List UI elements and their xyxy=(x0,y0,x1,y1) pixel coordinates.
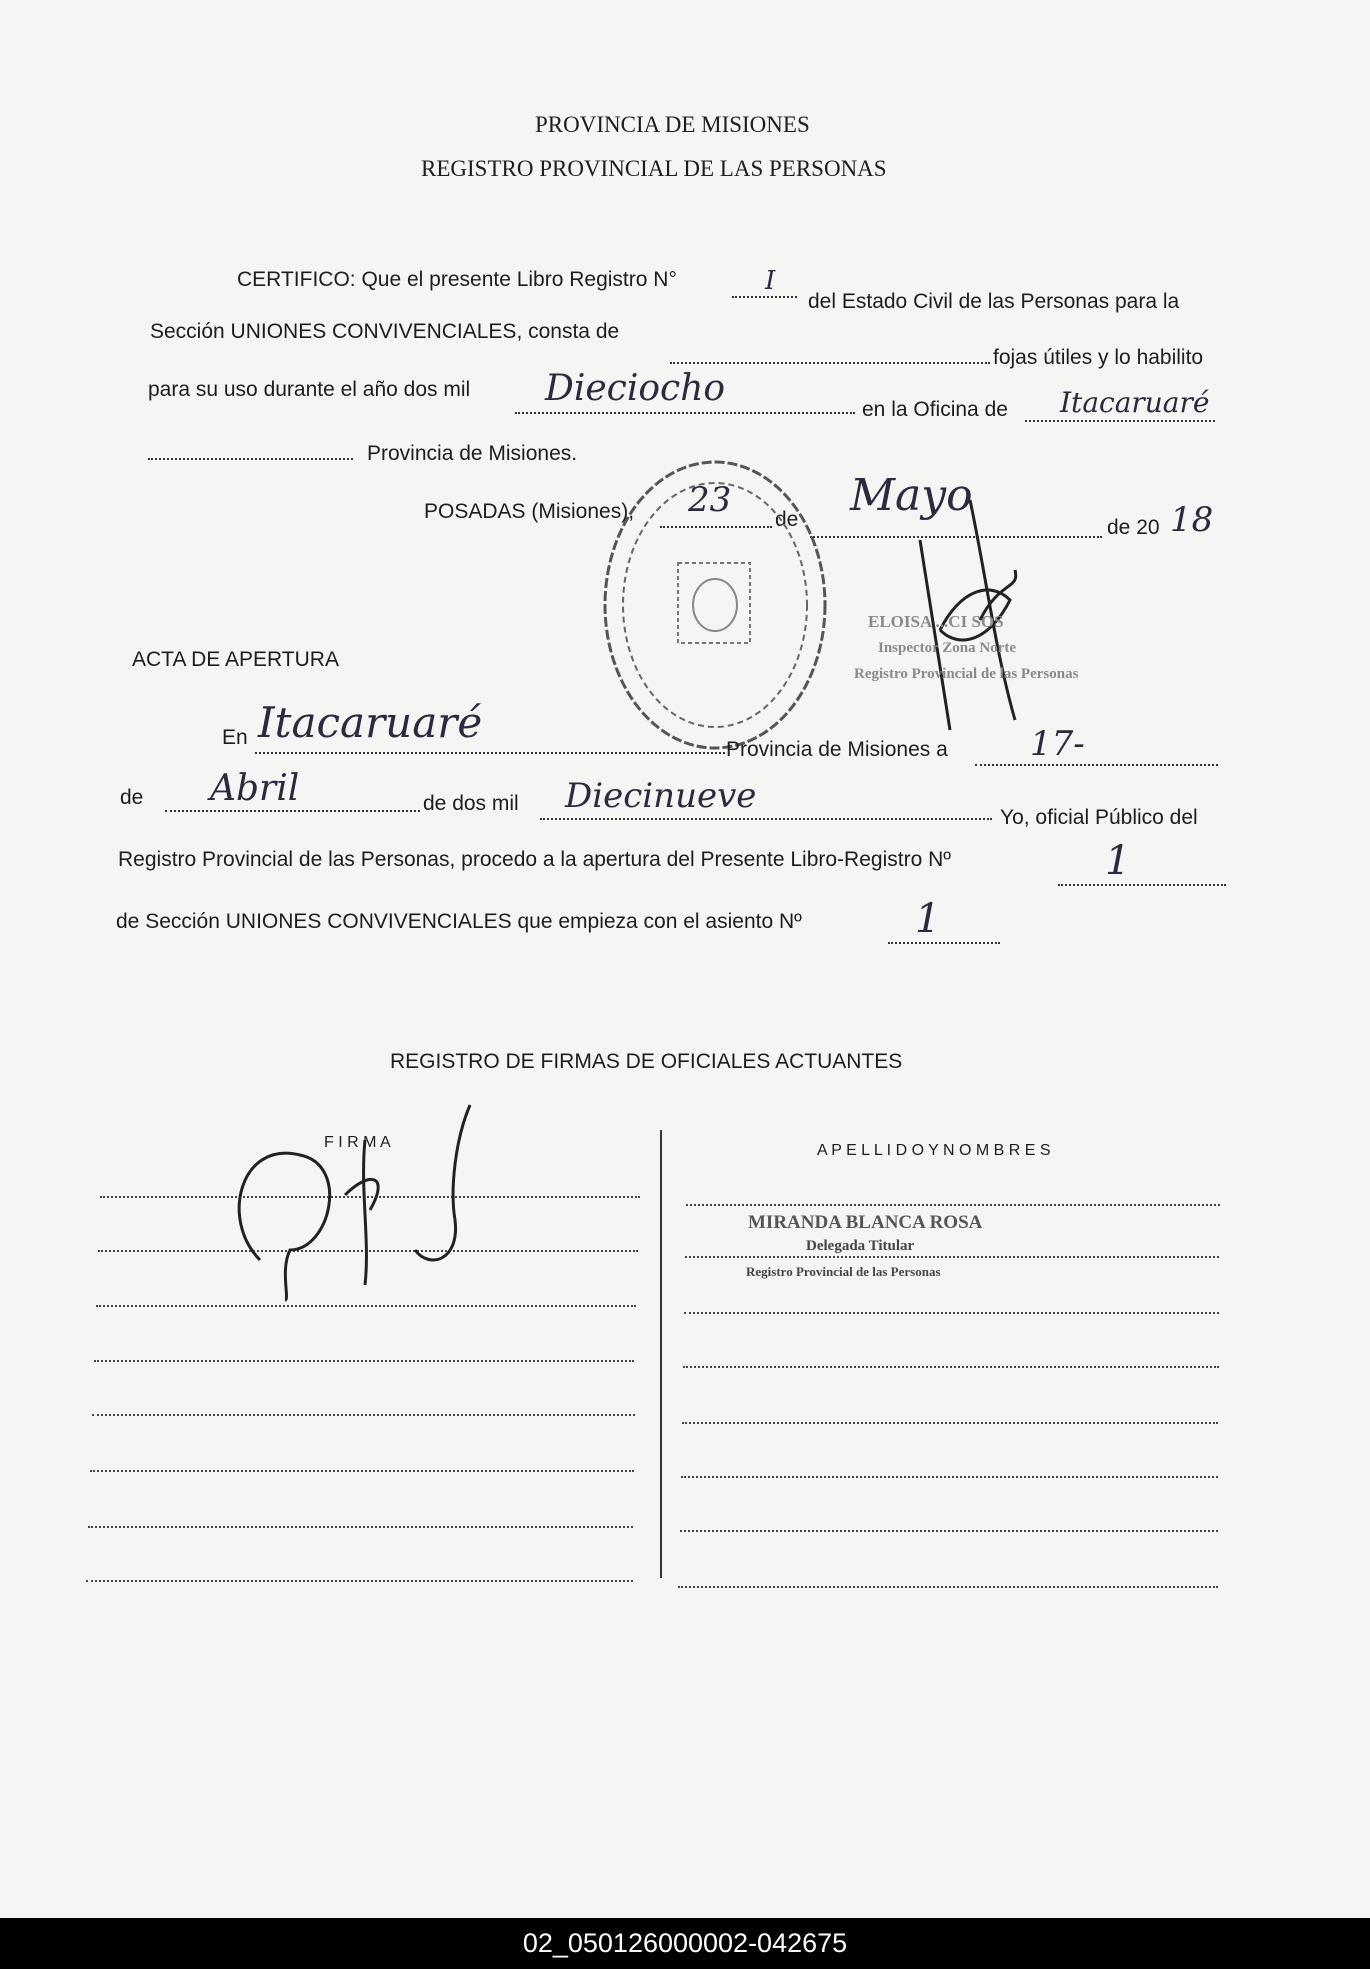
nombre-row xyxy=(685,1256,1219,1258)
cert-hw-year2: 18 xyxy=(1170,500,1214,540)
acta-hw-day: 17- xyxy=(1030,724,1085,764)
footer-code: 02_050126000002-042675 xyxy=(0,1918,1370,1969)
acta-line4: de Sección UNIONES CONVIVENCIALES que empieza con el asiento Nº xyxy=(116,910,802,933)
cert-text-5c: de 20 xyxy=(1107,516,1160,539)
cert-text-2b: fojas útiles y lo habilito xyxy=(993,346,1204,369)
acta-hw-month: Abril xyxy=(210,768,300,809)
firma-row xyxy=(90,1470,634,1472)
acta-prov: Provincia de Misiones a xyxy=(726,738,948,761)
cert-text-4: Provincia de Misiones. xyxy=(367,442,578,465)
cert-dots xyxy=(515,412,855,414)
cert-hw-year: Dieciocho xyxy=(545,368,726,409)
stamp-delegada-name: MIRANDA BLANCA ROSA xyxy=(748,1212,983,1233)
round-seal xyxy=(598,455,833,755)
acta-dots xyxy=(1058,884,1226,886)
firma-row xyxy=(86,1580,633,1582)
cert-hw-month: Mayo xyxy=(850,470,973,521)
acta-dots xyxy=(975,764,1218,766)
cert-text-5: POSADAS (Misiones), xyxy=(424,500,635,523)
stamp-inspector-role: Inspector Zona Norte xyxy=(878,640,1017,656)
acta-hw-libro: 1 xyxy=(1105,838,1131,884)
acta-line3: Registro Provincial de las Personas, procedo a la apertura del Presente Libro-Registro Nº xyxy=(118,848,951,871)
stamp-inspector-org: Registro Provincial de las Personas xyxy=(854,666,1079,682)
acta-hw-place: Itacaruaré xyxy=(258,698,483,747)
nombre-row xyxy=(686,1204,1220,1206)
col-header-nombres: A P E L L I D O Y N O M B R E S xyxy=(817,1142,1051,1159)
acta-hw-year: Diecinueve xyxy=(565,776,757,816)
signature-official-1 xyxy=(900,480,1030,740)
acta-dots xyxy=(255,752,725,754)
acta-title: ACTA DE APERTURA xyxy=(132,648,339,671)
header-line1: PROVINCIA DE MISIONES xyxy=(535,112,810,137)
nombre-row xyxy=(681,1476,1218,1478)
cert-text-3b: en la Oficina de xyxy=(862,398,1008,421)
stamp-delegada-role: Delegada Titular xyxy=(806,1238,915,1254)
stamp-delegada-org: Registro Provincial de las Personas xyxy=(746,1264,941,1279)
acta-oficial: Yo, oficial Público del xyxy=(1000,806,1198,829)
nombre-row xyxy=(684,1312,1219,1314)
firma-row xyxy=(88,1526,633,1528)
acta-dots xyxy=(165,810,420,812)
cert-dots xyxy=(732,296,797,298)
nombre-row xyxy=(683,1366,1219,1368)
signature-firma xyxy=(220,1100,480,1310)
acta-hw-asiento: 1 xyxy=(915,896,941,942)
column-divider xyxy=(660,1130,662,1578)
cert-dots xyxy=(1025,420,1215,422)
cert-hw-libro: I xyxy=(765,266,776,296)
cert-dots xyxy=(670,362,990,364)
stamp-inspector-name: ELOISA ...CI SOS xyxy=(868,612,1004,631)
cert-hw-office: Itacaruaré xyxy=(1060,386,1210,419)
nombre-row xyxy=(678,1586,1218,1588)
cert-text-3: para su uso durante el año dos mil xyxy=(148,378,471,401)
acta-dots xyxy=(888,942,1000,944)
cert-text-1b: del Estado Civil de las Personas para la xyxy=(808,290,1180,313)
firma-row xyxy=(94,1360,634,1362)
cert-text-5b: de xyxy=(775,508,799,531)
nombre-row xyxy=(680,1530,1218,1532)
acta-dosmil: de dos mil xyxy=(423,792,519,815)
cert-text-2: Sección UNIONES CONVIVENCIALES, consta de xyxy=(150,320,620,343)
cert-hw-day: 23 xyxy=(688,480,732,520)
col-header-firma: F I R M A xyxy=(324,1134,391,1151)
acta-en: En xyxy=(222,726,248,749)
cert-dots xyxy=(148,458,353,460)
nombre-row xyxy=(682,1422,1218,1424)
cert-text-1: CERTIFICO: Que el presente Libro Registro N° xyxy=(237,268,677,291)
acta-de: de xyxy=(120,786,144,809)
firmas-title: REGISTRO DE FIRMAS DE OFICIALES ACTUANTES xyxy=(390,1050,903,1073)
acta-dots xyxy=(540,818,992,820)
firma-row xyxy=(92,1414,635,1416)
header-line2: REGISTRO PROVINCIAL DE LAS PERSONAS xyxy=(421,156,887,181)
